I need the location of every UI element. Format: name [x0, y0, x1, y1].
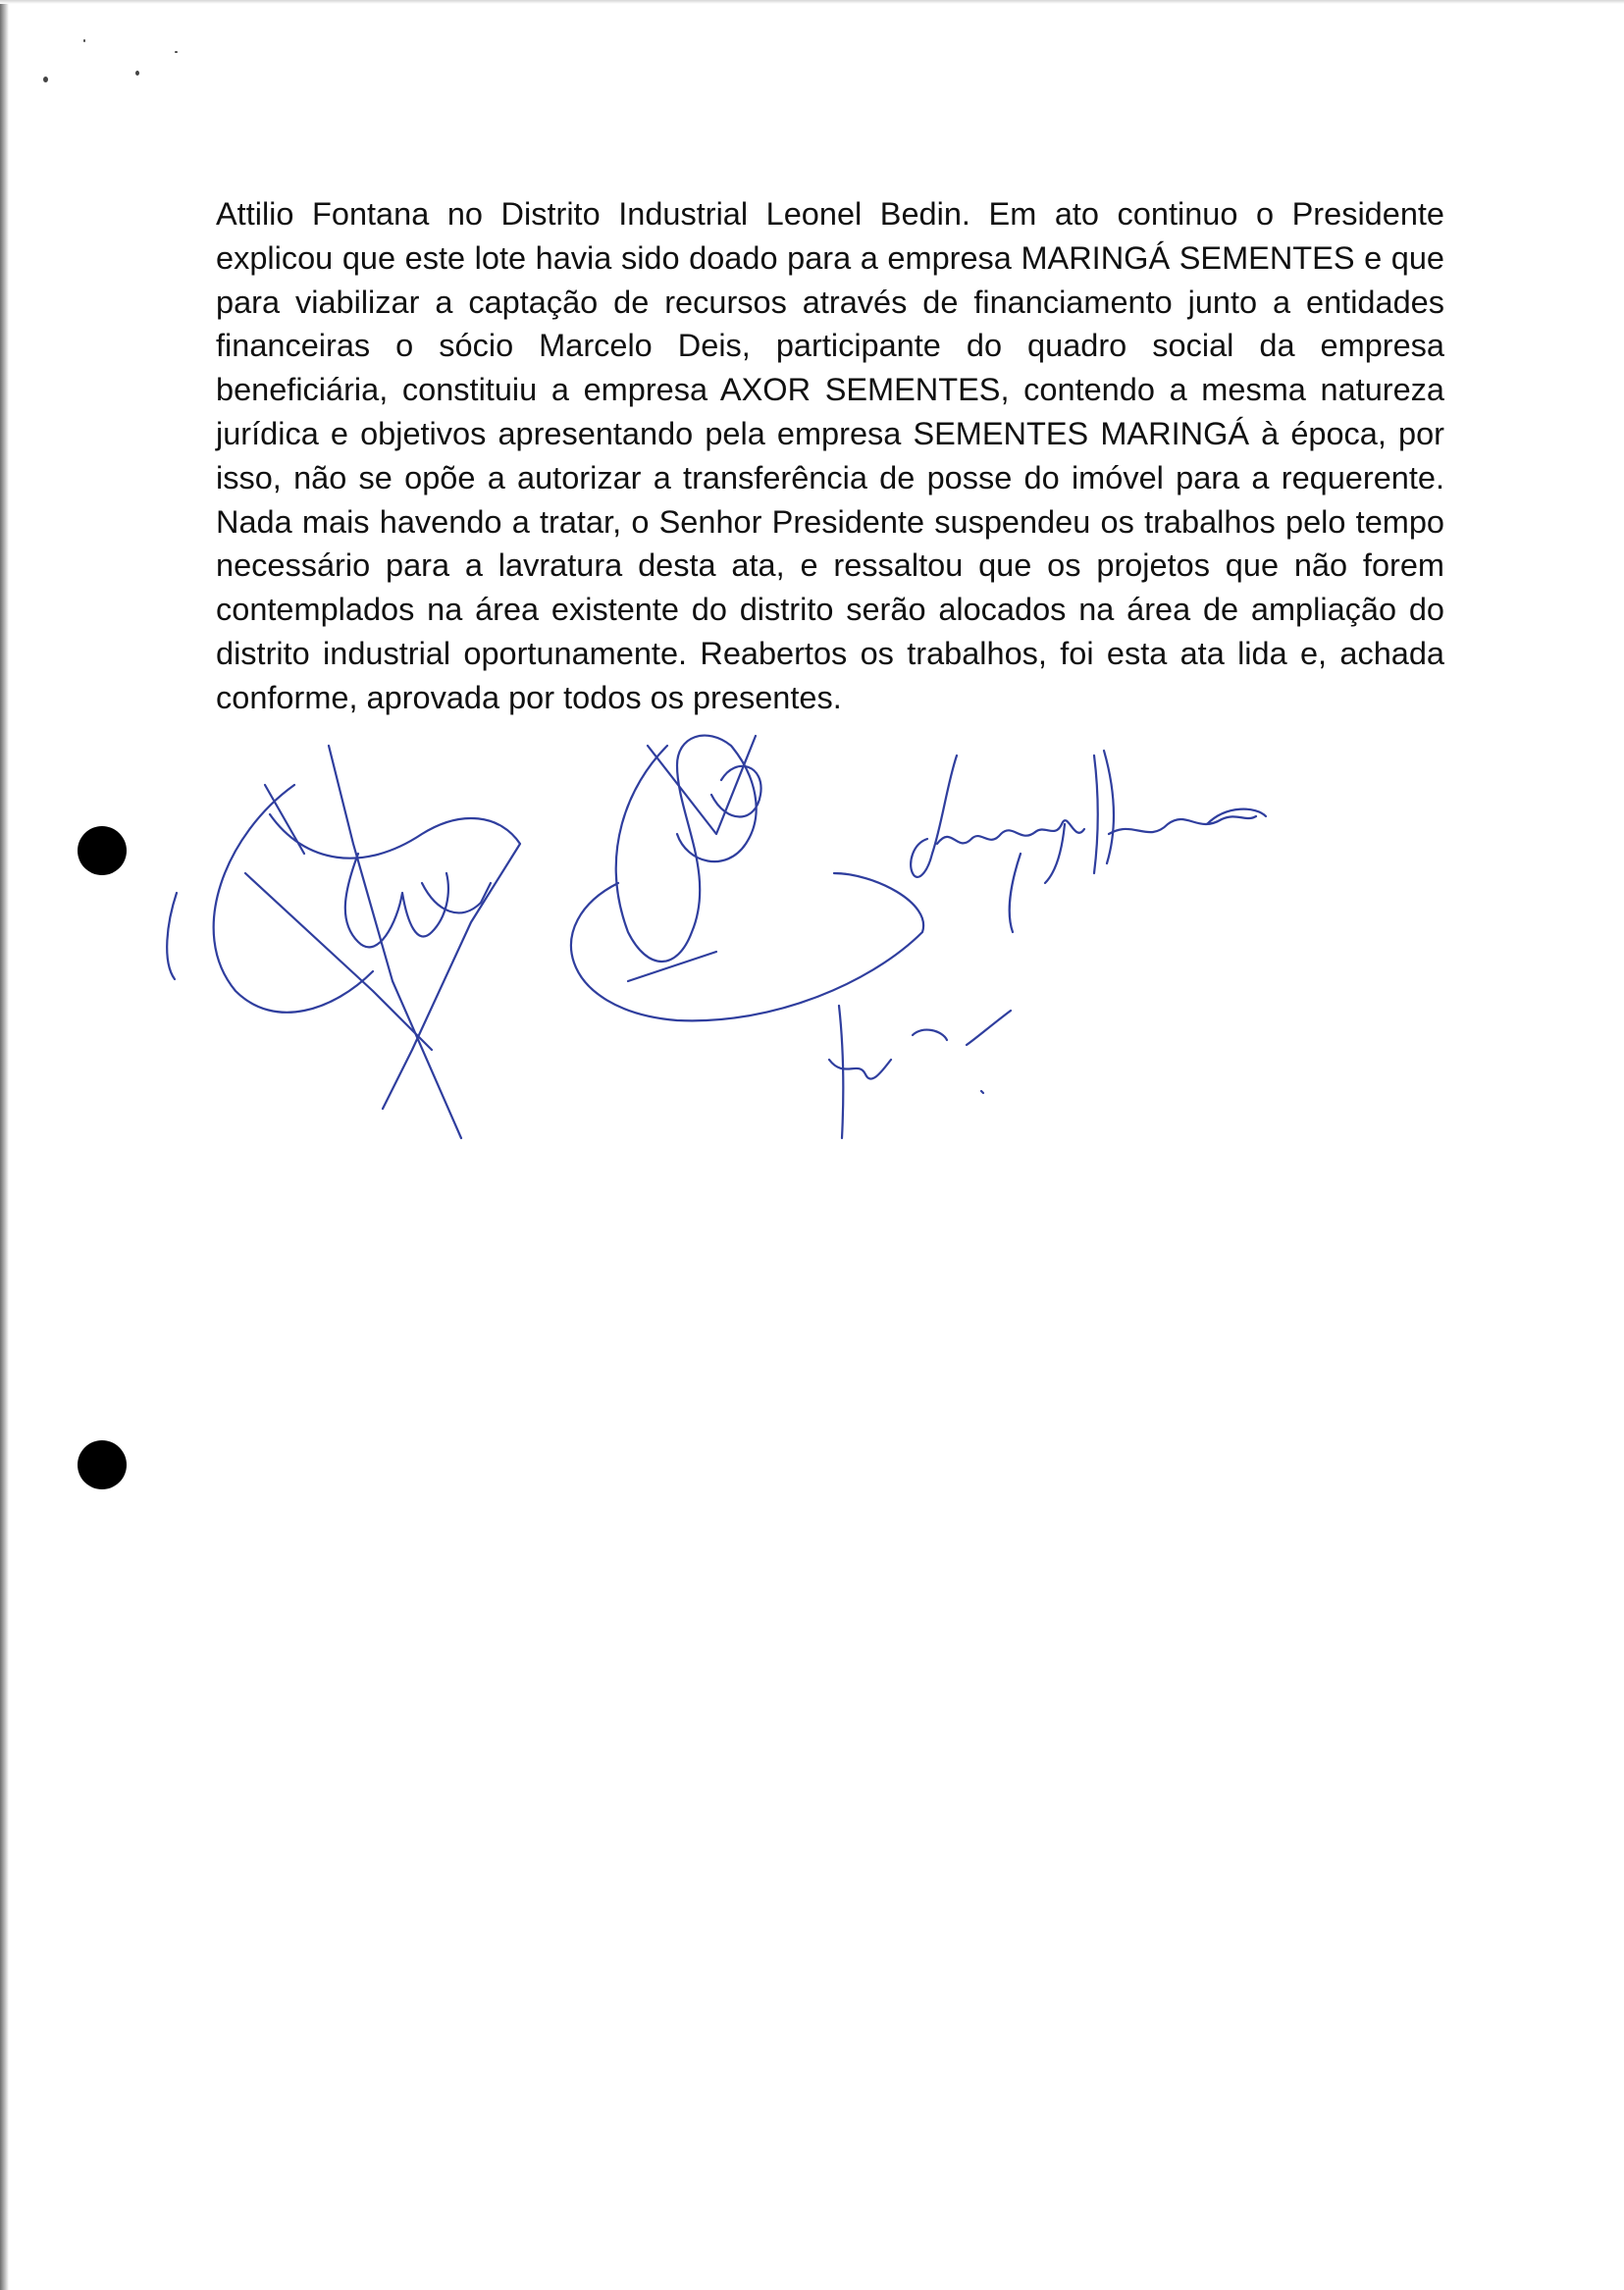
minutes-body-text: Attilio Fontana no Distrito Industrial Leonel Bedin. Em ato continuo o Presidente explicou que este lote havia sido doado para a empresa MARINGÁ SEMENTES e que para viabilizar a captação de recursos através de financiamento junto a entidades financeiras o sócio Marcelo Deis, participante do quadro social da empresa beneficiária, constituiu a empresa AXOR SEMENTES, contendo a mesma natureza jurídica e objetivos apresentando pela empresa SEMENTES MARINGÁ à época, por isso, não se opõe a autorizar a transferência de posse do imóvel para a requerente. Nada mais havendo a tratar, o Senhor Presidente suspendeu os trabalhos pelo tempo necessário para a lavratura desta ata, e ressaltou que os projetos que não forem contemplados na área existente do distrito serão alocados na área de ampliação do distrito industrial oportunamente. Reabertos os trabalhos, foi esta ata lida e, achada conforme, aprovada por todos os presentes.	[216, 196, 1444, 715]
scan-edge-left	[0, 0, 9, 2290]
scan-edge-top	[0, 0, 1624, 4]
scan-speck	[43, 77, 48, 82]
scan-speck	[83, 39, 85, 42]
scan-speck	[175, 51, 178, 53]
signatures-area	[167, 726, 1305, 1158]
signature-4	[829, 1006, 1011, 1138]
scan-speck	[135, 71, 139, 76]
signature-3	[911, 751, 1266, 932]
punch-hole-bottom	[78, 1440, 127, 1489]
signature-2	[571, 736, 923, 1021]
signature-1	[167, 746, 520, 1138]
punch-hole-top	[78, 826, 127, 875]
